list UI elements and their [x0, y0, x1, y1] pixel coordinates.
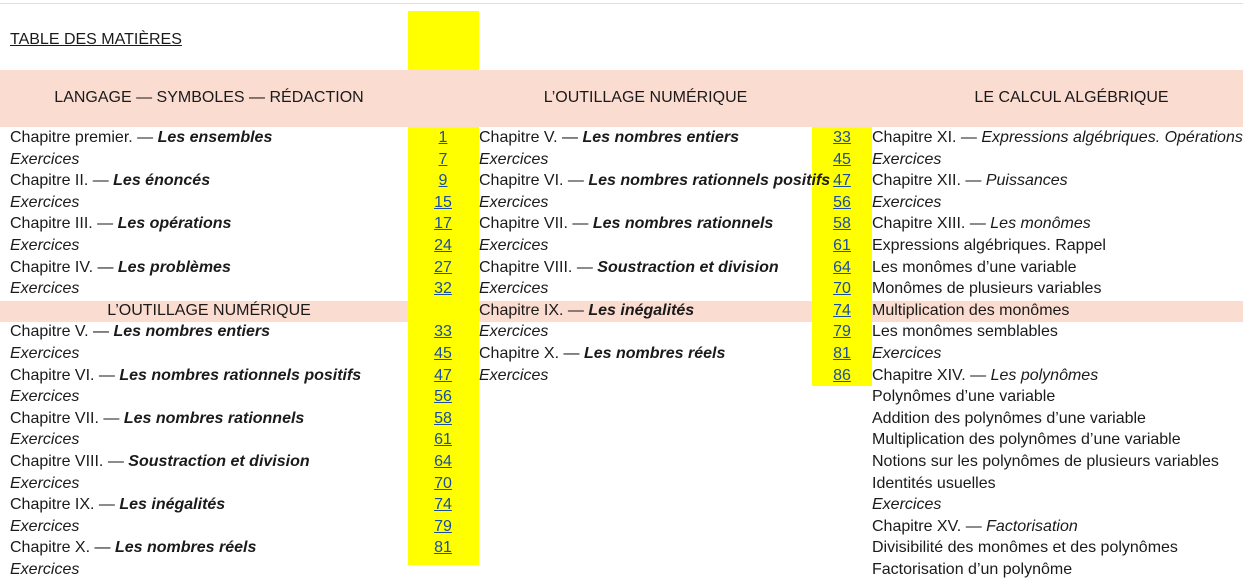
chapter-number: Chapitre XII. — [872, 172, 986, 190]
subsection-label: Expressions algébriques. Rappel [872, 237, 1106, 254]
entry-text [872, 431, 1181, 448]
exercise-entry [10, 473, 79, 495]
chapter-entry [872, 300, 1069, 322]
exercise-label: Exercices [10, 388, 80, 406]
entry-text [872, 539, 1178, 556]
entry-text [872, 151, 941, 168]
chapter-number: Chapitre V. — [10, 323, 114, 341]
page-number-link[interactable]: 70 [833, 280, 851, 298]
chapter-title: Les inégalités [588, 301, 695, 319]
chapter-number: Chapitre VIII. — [479, 258, 598, 276]
chapter-number: Chapitre VII. — [479, 215, 593, 233]
section-heading-calcul: LE CALCUL ALGÉBRIQUE [974, 89, 1169, 106]
exercise-entry [479, 192, 548, 214]
chapter-entry [10, 321, 270, 343]
exercise-entry [10, 278, 79, 300]
entry-text [10, 539, 256, 556]
exercise-label: Exercices [10, 280, 80, 298]
subsection-label: Addition des polynômes d’une variable [872, 409, 1146, 427]
chapter-entry [10, 257, 231, 279]
section-heading-outillage: L’OUTILLAGE NUMÉRIQUE [543, 89, 748, 106]
chapter-number: Chapitre VI. — [10, 366, 120, 384]
section-subheading: L’OUTILLAGE NUMÉRIQUE [107, 301, 311, 319]
entry-text [10, 237, 79, 254]
entry-text [872, 129, 1243, 146]
entry-text [10, 367, 361, 384]
entry-text [10, 345, 79, 362]
exercise-label: Exercices [10, 193, 80, 211]
chapter-title: Les nombres réels [583, 345, 726, 362]
chapter-entry [872, 127, 1243, 149]
subsection-label: Polynômes d’une variable [872, 388, 1056, 406]
exercise-entry [872, 343, 941, 365]
chapter-title: Les nombres rationnels [592, 215, 774, 233]
chapter-title: Expressions algébriques. Opérations [981, 129, 1243, 146]
page-number-link[interactable]: 47 [833, 172, 851, 190]
entry-text [872, 388, 1055, 405]
entry-text [10, 215, 231, 232]
chapter-entry [10, 213, 231, 235]
exercise-entry [479, 321, 548, 343]
chapter-entry [872, 408, 1146, 430]
chapter-entry [872, 235, 1106, 257]
page-number-link[interactable]: 74 [833, 301, 851, 319]
chapter-number: Chapitre XI. — [872, 129, 982, 146]
chapter-title: Les monômes [990, 215, 1091, 233]
exercise-label: Exercices [10, 150, 80, 168]
entry-text [10, 323, 270, 340]
page-number-link[interactable]: 64 [434, 453, 452, 470]
chapter-entry [872, 365, 1098, 387]
exercise-label: Exercices [479, 237, 549, 254]
entry-text [10, 172, 210, 189]
entry-text [479, 345, 725, 362]
chapter-entry [872, 213, 1091, 235]
page-number-link[interactable]: 24 [434, 237, 452, 254]
chapter-number: Chapitre III. — [10, 215, 118, 233]
entry-text [10, 518, 79, 535]
chapter-number: Chapitre II. — [10, 172, 114, 190]
chapter-entry [10, 537, 256, 559]
chapter-title: Les nombres entiers [582, 129, 739, 146]
chapter-entry [872, 170, 1068, 192]
chapter-title: Soustraction et division [128, 453, 310, 470]
chapter-entry [479, 257, 779, 279]
chapter-number: Chapitre IV. — [10, 258, 118, 276]
page-number-link[interactable]: 61 [434, 431, 452, 449]
exercise-entry [10, 192, 79, 214]
entry-text [872, 345, 941, 362]
page-number-link[interactable]: 58 [833, 215, 851, 233]
exercise-entry [872, 149, 941, 171]
chapter-entry [872, 278, 1101, 300]
exercise-label: Exercices [872, 496, 942, 514]
subsection-label: Multiplication des polynômes d’une variable [872, 431, 1181, 449]
page-number-link[interactable]: 33 [833, 129, 851, 146]
entry-text [872, 302, 1069, 319]
entry-text [479, 237, 548, 254]
chapter-title: Les problèmes [117, 258, 231, 276]
page-number-link[interactable]: 1 [438, 129, 448, 146]
entry-text [872, 367, 1098, 384]
exercise-label: Exercices [872, 193, 942, 211]
page-number-link[interactable]: 81 [833, 345, 851, 362]
exercise-label: Exercices [479, 366, 549, 384]
subsection-label: Notions sur les polynômes de plusieurs variables [872, 453, 1219, 470]
entry-text [10, 496, 225, 513]
entry-text [10, 453, 310, 470]
page-number-link[interactable]: 58 [434, 409, 452, 427]
exercise-label: Exercices [479, 280, 549, 298]
exercise-entry [479, 365, 548, 387]
chapter-entry [10, 451, 310, 473]
entry-text [10, 194, 79, 211]
page-number-link[interactable]: 56 [833, 193, 851, 211]
chapter-entry [872, 473, 996, 495]
exercise-label: Exercices [10, 345, 80, 362]
title-highlight [408, 11, 479, 70]
chapter-entry [479, 213, 773, 235]
chapter-entry [872, 321, 1058, 343]
entry-text [10, 129, 272, 146]
entry-text [872, 496, 941, 513]
entry-text [479, 323, 548, 340]
chapter-entry [872, 429, 1181, 451]
page-number-link[interactable]: 9 [438, 172, 448, 190]
chapter-number: Chapitre X. — [10, 539, 115, 557]
entry-text [872, 280, 1101, 297]
page-number-link[interactable]: 70 [434, 474, 452, 492]
exercise-entry [10, 386, 79, 408]
entry-text [10, 280, 79, 297]
page-title: TABLE DES MATIÈRES [10, 31, 182, 48]
chapter-title: Les nombres entiers [113, 323, 270, 341]
exercise-label: Exercices [10, 474, 80, 492]
chapter-title: Les nombres rationnels positifs [588, 172, 831, 190]
entry-text [479, 280, 548, 297]
entry-text [872, 237, 1106, 254]
chapter-entry [872, 537, 1178, 559]
entry-text [10, 561, 79, 578]
page-number-link[interactable]: 79 [434, 517, 452, 535]
entry-text [479, 129, 739, 146]
page-number-link[interactable]: 56 [434, 388, 452, 406]
chapter-title: Les inégalités [119, 496, 226, 514]
exercise-entry [872, 192, 941, 214]
chapter-title: Puissances [985, 172, 1068, 190]
chapter-entry [10, 365, 361, 387]
page-number-link[interactable]: 61 [833, 237, 851, 254]
entry-text [479, 302, 694, 319]
chapter-number: Chapitre premier. — [10, 129, 158, 146]
subsection-label: Identités usuelles [872, 474, 996, 492]
chapter-entry [872, 559, 1072, 581]
page-number-link[interactable]: 15 [434, 193, 452, 211]
entry-text [872, 475, 996, 492]
page-number-link[interactable]: 64 [833, 258, 851, 276]
chapter-entry [10, 170, 210, 192]
exercise-entry [479, 149, 548, 171]
entry-text [872, 194, 941, 211]
page-number-link[interactable]: 79 [833, 323, 851, 341]
exercise-label: Exercices [872, 150, 942, 168]
exercise-label: Exercices [10, 431, 80, 449]
entry-text [872, 453, 1219, 470]
exercise-entry [10, 149, 79, 171]
subsection-label: Les monômes semblables [872, 323, 1058, 341]
chapter-number: Chapitre XV. — [872, 517, 987, 535]
entry-text [872, 518, 1078, 535]
chapter-title: Les opérations [117, 215, 232, 233]
page-number-link[interactable]: 17 [434, 215, 452, 233]
exercise-entry [479, 235, 548, 257]
entry-text [10, 475, 79, 492]
chapter-entry [479, 170, 830, 192]
entry-text [479, 215, 773, 232]
entry-text [479, 194, 548, 211]
exercise-label: Exercices [10, 237, 80, 254]
chapter-number: Chapitre V. — [479, 129, 583, 146]
chapter-title: Les nombres réels [114, 539, 257, 557]
chapter-entry [10, 127, 272, 149]
chapter-entry [872, 451, 1219, 473]
page-number-link[interactable]: 47 [434, 366, 452, 384]
chapter-number: Chapitre IX. — [479, 301, 589, 319]
entry-text [872, 561, 1072, 578]
entry-text [10, 151, 79, 168]
subsection-label: Factorisation d’un polynôme [872, 561, 1073, 578]
entry-text [872, 259, 1077, 276]
entry-text [479, 367, 548, 384]
page-number-link[interactable]: 27 [434, 258, 452, 276]
chapter-entry [479, 300, 694, 322]
chapter-number: Chapitre VI. — [479, 172, 589, 190]
chapter-entry [10, 408, 304, 430]
page-number-link[interactable]: 81 [434, 539, 452, 557]
exercise-entry [872, 494, 941, 516]
chapter-entry [479, 127, 739, 149]
exercise-label: Exercices [10, 561, 80, 578]
chapter-number: Chapitre X. — [479, 345, 584, 362]
subsection-label: Divisibilité des monômes et des polynômes [872, 539, 1178, 557]
entry-text [479, 151, 548, 168]
exercise-label: Exercices [10, 517, 80, 535]
page-number-link[interactable]: 33 [434, 323, 452, 341]
exercise-label: Exercices [479, 193, 549, 211]
chapter-number: Chapitre IX. — [10, 496, 120, 514]
page-number-link[interactable]: 45 [434, 345, 452, 362]
page-number-link[interactable]: 45 [833, 150, 851, 168]
exercise-entry [10, 516, 79, 538]
chapter-entry [10, 494, 225, 516]
chapter-title: Les énoncés [113, 172, 211, 190]
exercise-entry [10, 429, 79, 451]
exercise-label: Exercices [479, 150, 549, 168]
entry-text [872, 172, 1068, 189]
exercise-entry [10, 559, 79, 581]
entry-text [479, 172, 830, 189]
chapter-entry [872, 386, 1055, 408]
chapter-number: Chapitre VII. — [10, 409, 124, 427]
page-number-link[interactable]: 86 [833, 366, 851, 384]
chapter-title: Les ensembles [157, 129, 273, 146]
section-heading-langage: LANGAGE — SYMBOLES — RÉDACTION [54, 89, 364, 106]
chapter-number: Chapitre XIV. — [872, 366, 991, 384]
chapter-entry [872, 257, 1077, 279]
entry-text [479, 259, 779, 276]
chapter-title: Les nombres rationnels [123, 409, 305, 427]
top-border [0, 3, 1243, 4]
chapter-entry [872, 516, 1078, 538]
subsection-label: Les monômes d’une variable [872, 258, 1077, 276]
exercise-entry [10, 343, 79, 365]
entry-text [872, 410, 1146, 427]
page-number-link[interactable]: 7 [438, 150, 448, 168]
page-number-link[interactable]: 32 [434, 280, 452, 298]
page-number-link[interactable]: 74 [434, 496, 452, 514]
subsection-label: Monômes de plusieurs variables [872, 280, 1102, 298]
exercise-label: Exercices [872, 345, 942, 362]
chapter-title: Factorisation [986, 517, 1078, 535]
entry-text [872, 215, 1091, 232]
exercise-entry [479, 278, 548, 300]
entry-text [10, 388, 79, 405]
entry-text [10, 259, 231, 276]
entry-text [872, 323, 1058, 340]
subsection-label: Multiplication des monômes [872, 301, 1070, 319]
chapter-title: Les polynômes [990, 366, 1099, 384]
chapter-entry [479, 343, 725, 365]
chapter-number: Chapitre VIII. — [10, 453, 129, 470]
exercise-label: Exercices [479, 323, 549, 341]
exercise-entry [10, 235, 79, 257]
entry-text [10, 410, 304, 427]
chapter-number: Chapitre XIII. — [872, 215, 991, 233]
entry-text [10, 431, 79, 448]
chapter-title: Les nombres rationnels positifs [119, 366, 362, 384]
chapter-title: Soustraction et division [597, 258, 779, 276]
